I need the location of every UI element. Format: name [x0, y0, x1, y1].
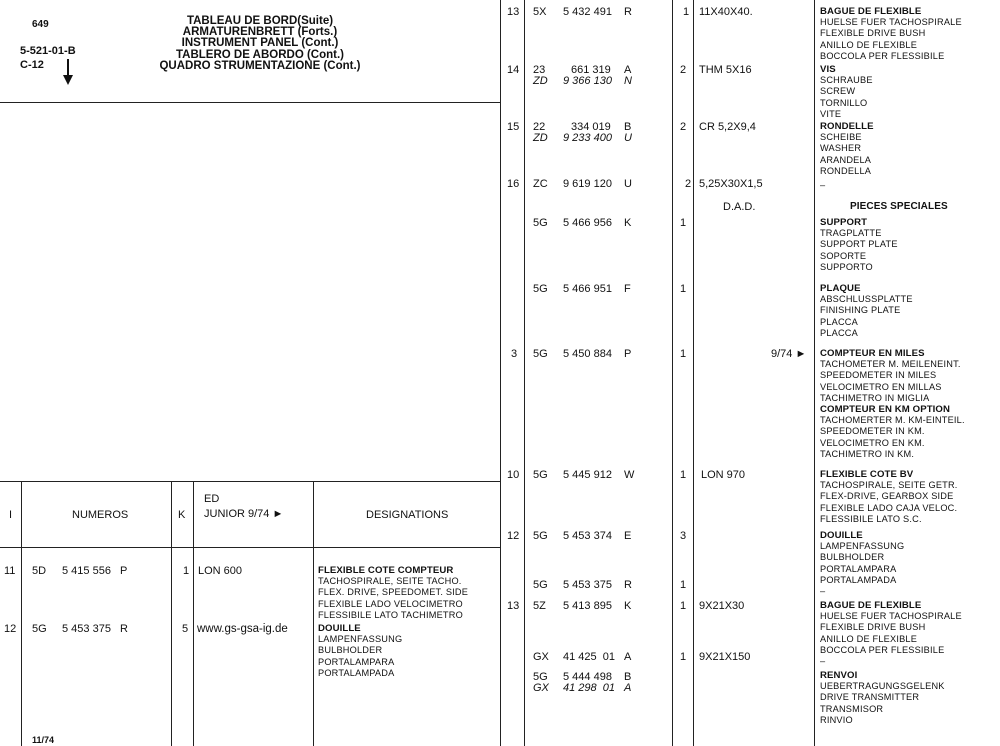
- row-suffix: A: [624, 651, 632, 663]
- title-it: QUADRO STRUMENTAZIONE (Cont.): [159, 59, 361, 72]
- row-qty: 2: [680, 121, 687, 133]
- row-designation: RENVOI UEBERTRAGUNGSGELENK DRIVE TRANSMITTER TRANSMISOR RINVIO: [820, 670, 945, 725]
- page-title: [110, 16, 410, 72]
- row-qty: 1: [680, 217, 687, 229]
- row-qty: 2: [680, 64, 687, 76]
- row-qty: 1: [680, 283, 687, 295]
- row-qty: 3: [680, 530, 687, 542]
- row-number: 5 466 956: [563, 217, 612, 229]
- row-qty: 1: [680, 600, 687, 612]
- row-item: 15: [507, 121, 520, 133]
- row-suffix: B: [624, 121, 632, 133]
- col-header-designations: DESIGNATIONS: [366, 509, 449, 521]
- row-designation: BAGUE DE FLEXIBLE HUELSE FUER TACHOSPIRALE FLEXIBLE DRIVE BUSH ANILLO DE FLEXIBLE BOCCOLA PER FLESSIBILE: [820, 6, 962, 61]
- row-number: 5 466 951: [563, 283, 612, 295]
- row-number: 5 453 375: [62, 623, 111, 635]
- row-item: 13: [507, 600, 520, 612]
- row-number: 5 415 556: [62, 565, 111, 577]
- row-suffix: W: [624, 469, 635, 481]
- row-item: 14: [507, 64, 520, 76]
- row-number: 9 619 120: [563, 178, 612, 190]
- title-fr: TABLEAU DE BORD(Suite): [186, 15, 334, 27]
- col-header-ed-junior: JUNIOR 9/74 ►: [204, 508, 284, 520]
- row-suffix: P: [120, 565, 128, 577]
- row-prefix: 5Z: [533, 600, 546, 612]
- website-link[interactable]: www.gs-gsa-ig.de: [197, 623, 288, 635]
- row-number: 5 445 912: [563, 469, 612, 481]
- r-col-divider-item: [524, 0, 525, 746]
- col-divider-item: [21, 481, 22, 746]
- row-spec: LON 600: [198, 565, 243, 577]
- row-spec: 11X40X40.: [699, 6, 753, 18]
- row-item: 13: [507, 6, 520, 18]
- row-number: 5 453 375: [563, 579, 612, 591]
- row-item: 3: [511, 348, 518, 360]
- page-number: 649: [32, 19, 49, 30]
- row-prefix-alt: ZD: [533, 132, 548, 144]
- row-suffix: P: [624, 348, 632, 360]
- row-designation: BAGUE DE FLEXIBLE HUELSE FUER TACHOSPIRALE FLEXIBLE DRIVE BUSH ANILLO DE FLEXIBLE BOCCOLA PER FLESSIBILE –: [820, 600, 962, 667]
- section-heading: PIECES SPECIALES: [850, 201, 948, 212]
- row-designation: COMPTEUR EN MILES TACHOMETER M. MEILENEINT. SPEEDOMETER IN MILES VELOCIMETRO EN MILLAS TACHIMETRO IN MIGLIA COMPTEUR EN KM OPTION TACHOMERTER M. KM-EINTEIL. SPEEDOMETER IN KM. VELOCIMETRO EN KM. TACHIMETRO IN KM.: [820, 348, 965, 459]
- row-prefix: GX: [533, 651, 549, 663]
- row-suffix: A: [624, 64, 632, 76]
- title-de: ARMATURENBRETT (Forts.): [182, 26, 338, 39]
- row-number-alt: 9 233 400: [563, 132, 612, 144]
- row-qty: 2: [685, 178, 692, 190]
- row-prefix-alt: ZD: [533, 75, 548, 87]
- row-prefix: 5G: [533, 283, 548, 295]
- row-item: 16: [507, 178, 520, 190]
- col-divider-k: [193, 481, 194, 746]
- row-prefix: 5G: [32, 623, 47, 635]
- row-suffix: K: [624, 600, 632, 612]
- row-suffix: R: [120, 623, 128, 635]
- row-prefix: 22: [533, 121, 546, 133]
- row-item: 12: [4, 623, 17, 635]
- col-header-numbers: NUMEROS: [72, 509, 129, 521]
- row-prefix-alt: GX: [533, 682, 549, 694]
- row-spec: 5,25X30X1,5: [699, 178, 763, 190]
- row-spec: 9X21X30: [699, 600, 745, 612]
- row-suffix: B: [624, 671, 632, 683]
- row-designation: FLEXIBLE COTE BV TACHOSPIRALE, SEITE GETR. FLEX-DRIVE, GEARBOX SIDE FLEXIBLE LADO CAJA VELOC. FLESSIBILE LATO S.C.: [820, 469, 958, 524]
- row-designation: DOUILLE LAMPENFASSUNG BULBHOLDER PORTALAMPARA PORTALAMPADA: [318, 623, 403, 678]
- row-designation: VIS SCHRAUBE SCREW TORNILLO VITE: [820, 64, 873, 119]
- row-number: 661 319: [571, 64, 611, 76]
- col-header-k: K: [178, 509, 186, 521]
- col-divider-ed: [313, 481, 314, 746]
- title-es: TABLERO DE ABORDO (Cont.): [175, 48, 344, 61]
- row-qty: 1: [680, 651, 687, 663]
- row-spec: LON 970: [701, 469, 746, 481]
- row-suffix: K: [624, 217, 632, 229]
- row-designation: –: [820, 180, 826, 190]
- row-designation: SUPPORT TRAGPLATTE SUPPORT PLATE SOPORTE SUPPORTO: [820, 217, 898, 272]
- row-qty: 5: [182, 623, 189, 635]
- center-divider: [500, 0, 501, 746]
- ref-code-2: C-12: [20, 59, 44, 71]
- title-en: INSTRUMENT PANEL (Cont.): [181, 37, 339, 50]
- row-suffix: R: [624, 579, 632, 591]
- row-suffix-alt: N: [624, 75, 632, 87]
- row-qty: 1: [680, 348, 687, 360]
- table-header-bottom-line: [0, 547, 500, 548]
- row-item: 12: [507, 530, 520, 542]
- row-number-alt: 41 298 01: [563, 682, 615, 694]
- row-designation: FLEXIBLE COTE COMPTEUR TACHOSPIRALE, SEITE TACHO. FLEX. DRIVE, SPEEDOMET. SIDE FLEXIBLE LADO VELOCIMETRO FLESSIBILE LATO TACHIMETRO: [318, 565, 469, 620]
- table-top-line: [0, 481, 500, 482]
- row-suffix: R: [624, 6, 632, 18]
- row-suffix: E: [624, 530, 632, 542]
- row-prefix: 5G: [533, 217, 548, 229]
- row-prefix: ZC: [533, 178, 548, 190]
- row-suffix: U: [624, 178, 632, 190]
- row-number: 5 413 895: [563, 600, 612, 612]
- row-number: 5 453 374: [563, 530, 612, 542]
- col-header-ed: ED: [204, 493, 220, 505]
- row-spec: THM 5X16: [699, 64, 752, 76]
- arrow-down-icon: [63, 59, 73, 85]
- row-number: 334 019: [571, 121, 611, 133]
- row-prefix: 23: [533, 64, 546, 76]
- header-divider: [0, 102, 500, 103]
- row-suffix: F: [624, 283, 631, 295]
- r-col-divider-ed: [814, 0, 815, 746]
- row-item: 11: [4, 565, 16, 577]
- row-number: 5 432 491: [563, 6, 612, 18]
- col-header-item: I: [9, 509, 13, 521]
- row-prefix: 5G: [533, 579, 548, 591]
- row-prefix: 5G: [533, 348, 548, 360]
- row-number: 5 444 498: [563, 671, 612, 683]
- r-col-divider-numbers: [672, 0, 673, 746]
- row-spec: 9/74 ►: [771, 348, 807, 360]
- row-prefix: 5G: [533, 530, 548, 542]
- row-number-alt: 9 366 130: [563, 75, 612, 87]
- footer-date: 11/74: [32, 735, 55, 745]
- row-suffix-alt: U: [624, 132, 632, 144]
- row-spec: 9X21X150: [699, 651, 751, 663]
- col-divider-numbers: [171, 481, 172, 746]
- row-designation: RONDELLE SCHEIBE WASHER ARANDELA RONDELLA: [820, 121, 874, 176]
- ref-code: 5-521-01-B: [20, 45, 76, 57]
- row-qty: 1: [683, 6, 690, 18]
- r-col-divider-k: [693, 0, 694, 746]
- row-spec: CR 5,2X9,4: [699, 121, 756, 133]
- row-designation: DOUILLE LAMPENFASSUNG BULBHOLDER PORTALAMPARA PORTALAMPADA –: [820, 530, 905, 597]
- row-qty: 1: [680, 579, 687, 591]
- row-item: 10: [507, 469, 520, 481]
- row-prefix: 5G: [533, 671, 548, 683]
- row-suffix-alt: A: [624, 682, 632, 694]
- row-prefix: 5X: [533, 6, 547, 18]
- row-qty: 1: [680, 469, 687, 481]
- row-prefix: 5G: [533, 469, 548, 481]
- row-designation: PLAQUE ABSCHLUSSPLATTE FINISHING PLATE PLACCA PLACCA: [820, 283, 913, 338]
- row-number: 5 450 884: [563, 348, 612, 360]
- row-spec: D.A.D.: [723, 201, 756, 213]
- row-number: 41 425 01: [563, 651, 615, 663]
- row-prefix: 5D: [32, 565, 47, 577]
- row-qty: 1: [183, 565, 190, 577]
